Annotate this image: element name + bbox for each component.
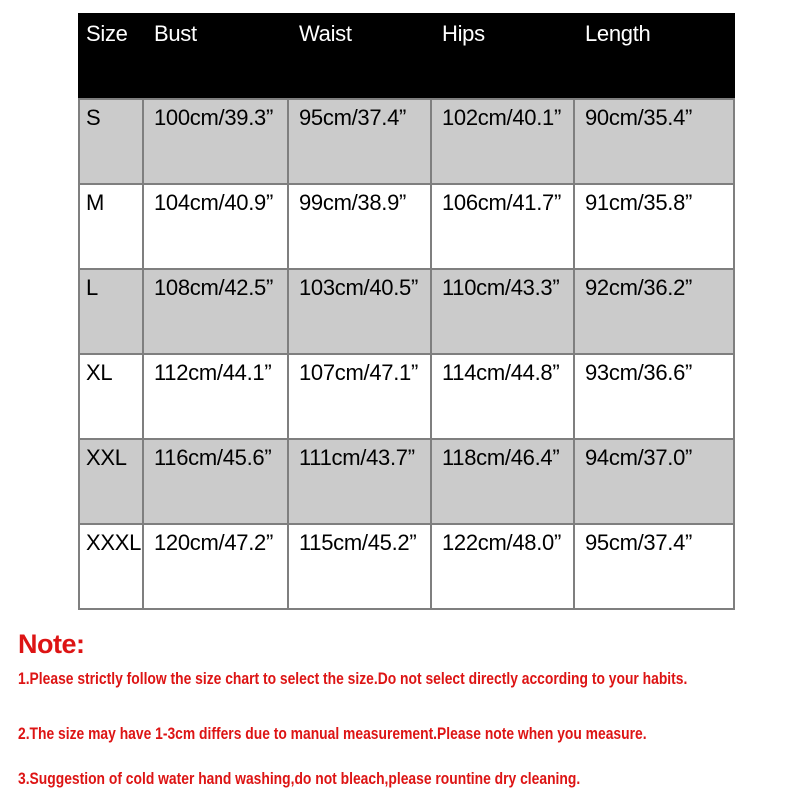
size-label-cell: XXXL — [79, 524, 143, 609]
length-cell: 91cm/35.8” — [574, 184, 734, 269]
header-cell-length: Length — [574, 14, 734, 99]
length-cell: 92cm/36.2” — [574, 269, 734, 354]
table-row-xl — [79, 354, 734, 439]
table-row-l — [79, 269, 734, 354]
note-item-2: 2.The size may have 1-3cm differs due to manual measurement.Please note when you measure. — [18, 725, 647, 743]
size-label-cell: XL — [79, 354, 143, 439]
bust-cell: 108cm/42.5” — [143, 269, 288, 354]
header-cell-bust: Bust — [143, 14, 288, 99]
bust-cell: 100cm/39.3” — [143, 99, 288, 184]
hips-cell: 114cm/44.8” — [431, 354, 574, 439]
header-cell-size: Size — [79, 14, 143, 99]
note-heading: Note: — [18, 629, 85, 659]
length-cell: 93cm/36.6” — [574, 354, 734, 439]
hips-cell: 110cm/43.3” — [431, 269, 574, 354]
waist-cell: 115cm/45.2” — [288, 524, 431, 609]
hips-cell: 118cm/46.4” — [431, 439, 574, 524]
size-label-cell: S — [79, 99, 143, 184]
waist-cell: 107cm/47.1” — [288, 354, 431, 439]
bust-cell: 112cm/44.1” — [143, 354, 288, 439]
table-row-xxxl — [79, 524, 734, 609]
bust-cell: 104cm/40.9” — [143, 184, 288, 269]
waist-cell: 95cm/37.4” — [288, 99, 431, 184]
waist-cell: 111cm/43.7” — [288, 439, 431, 524]
size-chart-header-row — [79, 14, 734, 99]
table-row-m — [79, 184, 734, 269]
note-item-3: 3.Suggestion of cold water hand washing,do not bleach,please rountine dry cleaning. — [18, 770, 581, 788]
size-label-cell: L — [79, 269, 143, 354]
size-chart-table — [78, 13, 735, 610]
waist-cell: 103cm/40.5” — [288, 269, 431, 354]
hips-cell: 102cm/40.1” — [431, 99, 574, 184]
bust-cell: 120cm/47.2” — [143, 524, 288, 609]
size-label-cell: XXL — [79, 439, 143, 524]
bust-cell: 116cm/45.6” — [143, 439, 288, 524]
hips-cell: 122cm/48.0” — [431, 524, 574, 609]
note-item-1: 1.Please strictly follow the size chart to select the size.Do not select directly according to your habits. — [18, 670, 688, 688]
table-row-s — [79, 99, 734, 184]
table-row-xxl — [79, 439, 734, 524]
hips-cell: 106cm/41.7” — [431, 184, 574, 269]
length-cell: 95cm/37.4” — [574, 524, 734, 609]
waist-cell: 99cm/38.9” — [288, 184, 431, 269]
size-label-cell: M — [79, 184, 143, 269]
length-cell: 94cm/37.0” — [574, 439, 734, 524]
header-cell-waist: Waist — [288, 14, 431, 99]
header-cell-hips: Hips — [431, 14, 574, 99]
length-cell: 90cm/35.4” — [574, 99, 734, 184]
